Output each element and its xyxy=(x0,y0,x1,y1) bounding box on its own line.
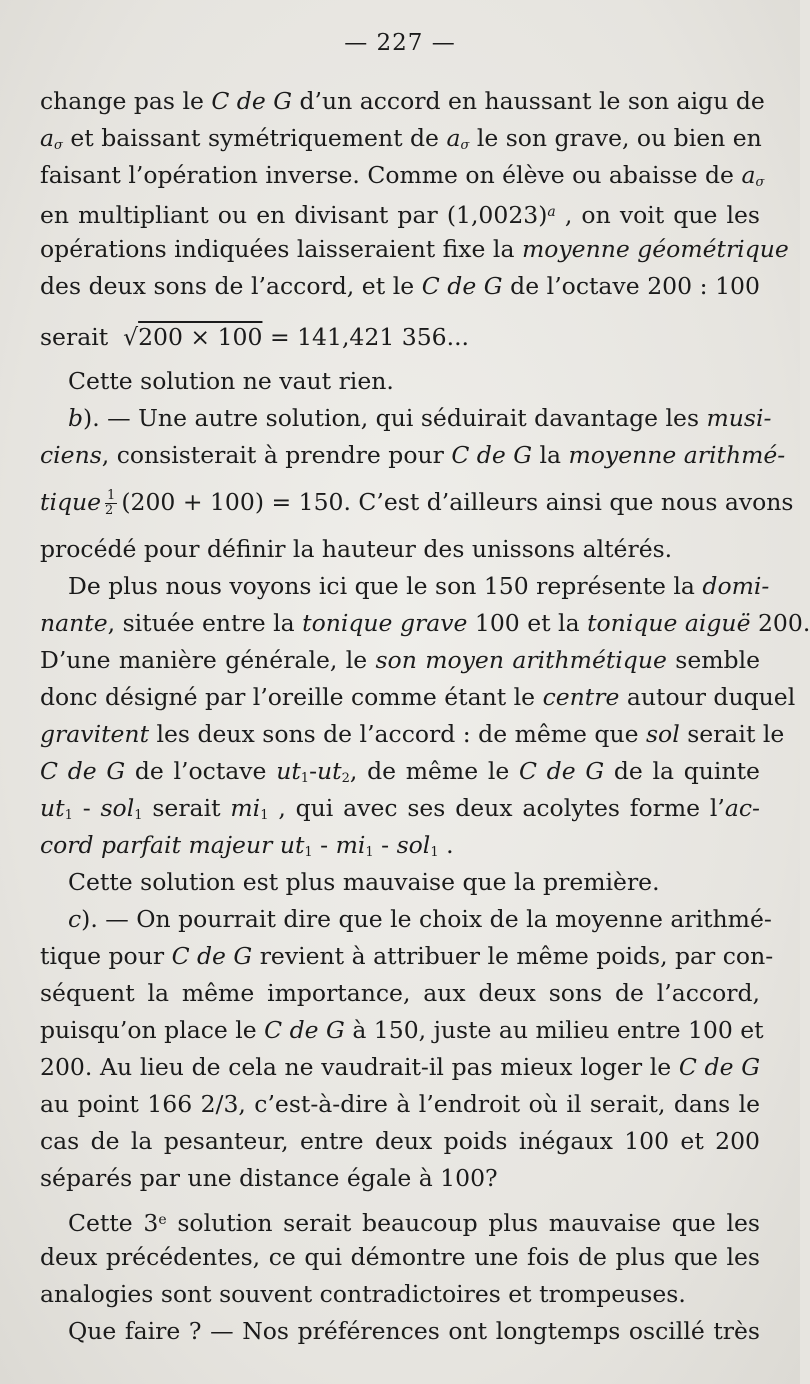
text-line-25: puisqu’on place le C de G à 150, juste au milieu entre 100 et xyxy=(40,1016,764,1044)
text-line-10: ciens, consisterait à prendre pour C de G la moyenne arithmé- xyxy=(40,441,786,469)
fraction-one-half: $\frac{1}{2}$ xyxy=(105,488,116,518)
text-line-4: en multipliant ou en divisant par $(1,0023)^a$ , on voit que les xyxy=(40,201,760,229)
text-line-12: procédé pour définir la hauteur des unissons altérés. xyxy=(40,535,673,563)
text-line-20: cord parfait majeur ut1 - mi1 - sol1 . xyxy=(40,831,454,860)
formula-line: serait √200 × 100 = 141,421 356... xyxy=(40,323,470,351)
text-line-29: séparés par une distance égale à 100? xyxy=(40,1164,498,1192)
text-line-23: tique pour C de G revient à attribuer le même poids, par con- xyxy=(40,942,774,970)
text-line-27: au point 166 2/3, c’est-à-dire à l’endroit où il serait, dans le xyxy=(40,1090,760,1118)
text-line-1: change pas le C de G d’un accord en haussant le son aigu de xyxy=(40,87,765,115)
text-line-16: donc désigné par l’oreille comme étant le centre autour duquel xyxy=(40,683,796,711)
text-line-21: Cette solution est plus mauvaise que la première. xyxy=(68,868,660,896)
text-line-5: opérations indiquées laisseraient fixe la moyenne géométrique xyxy=(40,235,789,263)
text-line-18: C de G de l’octave ut1-ut2, de même le C de G de la quinte xyxy=(40,757,760,786)
text-line-15: D’une manière générale, le son moyen arithmétique semble xyxy=(40,646,760,674)
text-line-17: gravitent les deux sons de l’accord : de même que sol serait le xyxy=(40,720,785,748)
text-line-32: analogies sont souvent contradictoires et trompeuses. xyxy=(40,1280,686,1308)
page-number: — 227 — xyxy=(344,30,456,56)
text-line-13: De plus nous voyons ici que le son 150 représente la domi- xyxy=(68,572,770,600)
text-line-19: ut1 - sol1 serait mi1 , qui avec ses deux acolytes forme l’ac- xyxy=(40,794,760,823)
text-line-3: faisant l’opération inverse. Comme on élève ou abaisse de aσ xyxy=(40,161,765,190)
text-line-30: Cette 3e solution serait beaucoup plus mauvaise que les xyxy=(68,1209,760,1237)
text-line-14: nante, située entre la tonique grave 100 et la tonique aiguë 200. xyxy=(40,609,810,637)
text-line-8: Cette solution ne vaut rien. xyxy=(68,367,394,395)
text-line-22: c). — On pourrait dire que le choix de la moyenne arithmé- xyxy=(68,905,772,933)
text-line-2: aσ et baissant symétriquement de aσ le son grave, ou bien en xyxy=(40,124,762,153)
text-line-24: séquent la même importance, aux deux sons de l’accord, xyxy=(40,979,760,1007)
text-line-28: cas de la pesanteur, entre deux poids inégaux 100 et 200 xyxy=(40,1127,760,1155)
text-line-11: tique $\frac{1}{2}$ (200 + 100) = 150. C’est d’ailleurs ainsi que nous avons xyxy=(40,488,794,518)
text-line-31: deux précédentes, ce qui démontre une fois de plus que les xyxy=(40,1243,760,1271)
text-line-33: Que faire ? — Nos préférences ont longtemps oscillé très xyxy=(68,1317,760,1345)
text-line-26: 200. Au lieu de cela ne vaudrait-il pas mieux loger le C de G xyxy=(40,1053,760,1081)
square-root: √200 × 100 xyxy=(123,323,263,351)
text-line-6: des deux sons de l’accord, et le C de G de l’octave 200 : 100 xyxy=(40,272,760,300)
text-line-9: b). — Une autre solution, qui séduirait davantage les musi- xyxy=(68,404,772,432)
